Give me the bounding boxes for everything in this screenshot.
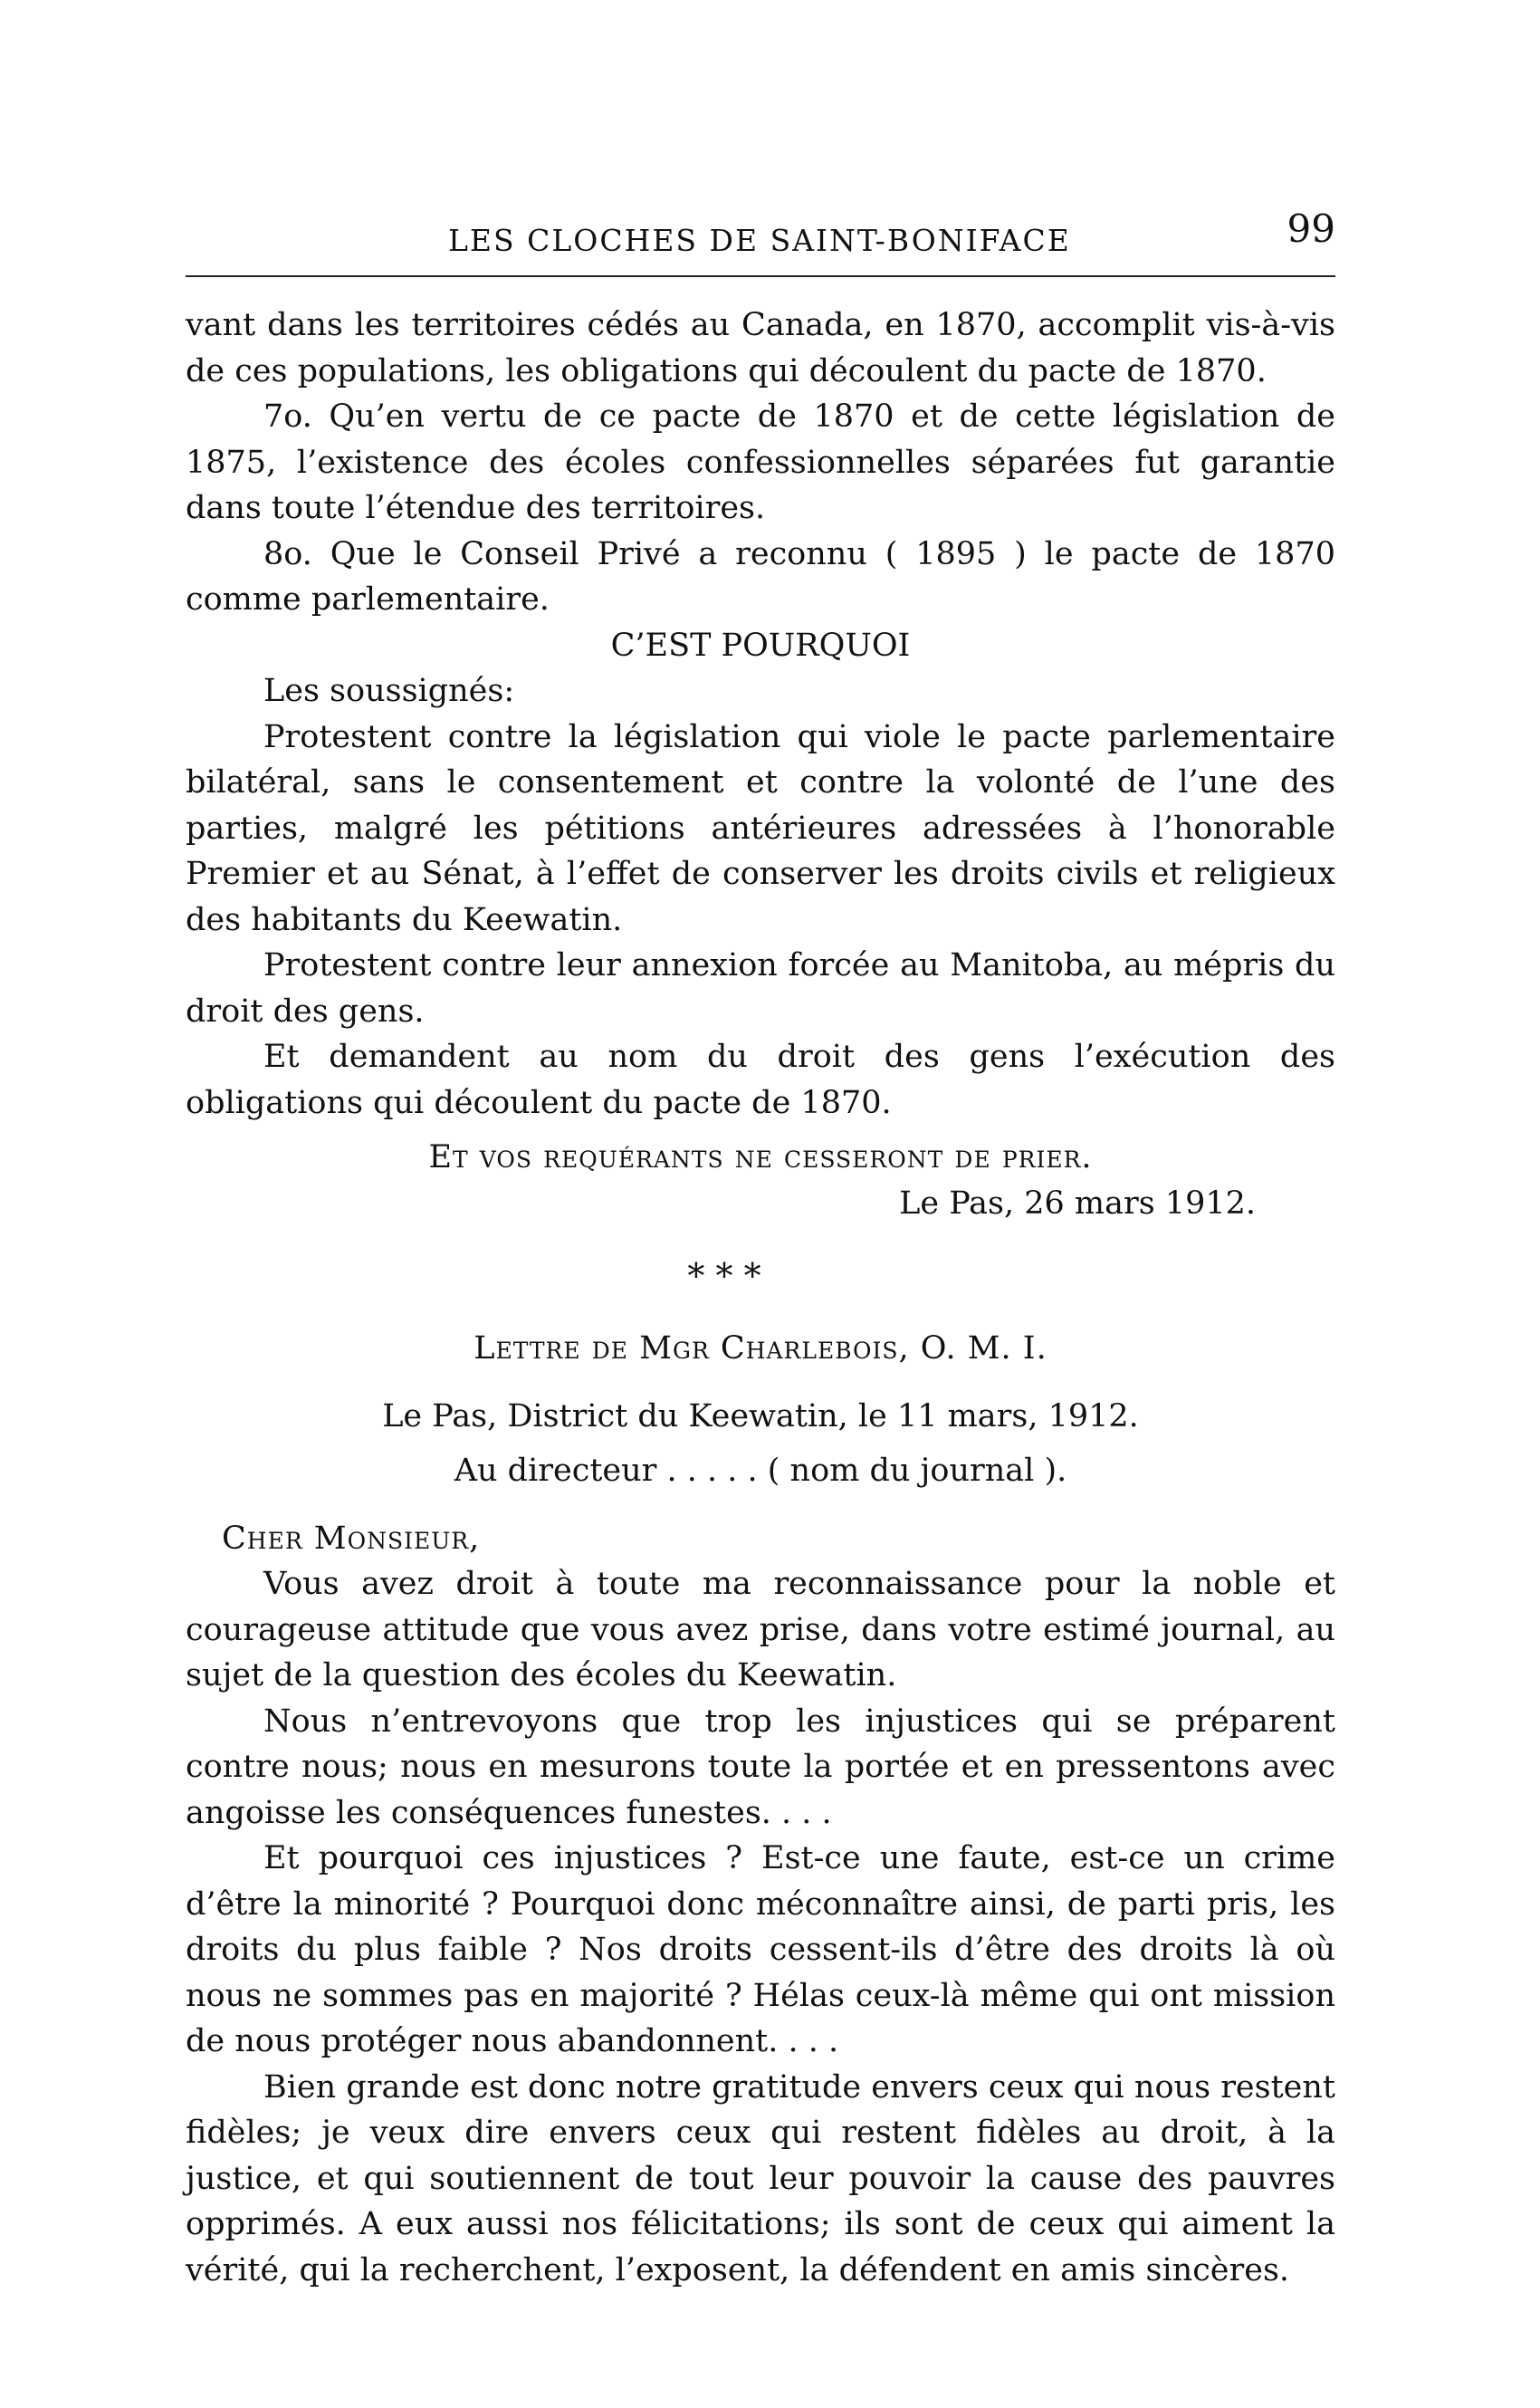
petition-paragraph-1: vant dans les territoires cédés au Canada, en 1870, accomplit vis-à-vis de ces populations, les obligations qui découlent du pacte de 1870. [186,307,1335,389]
petition-paragraph-demand: Et demandent au nom du droit des gens l’exécution des obligations qui découlent du pacte de 1870. [186,1039,1335,1121]
letter-addressee: Au directeur . . . . . ( nom du journal ). [454,1453,1067,1489]
letter-paragraph-2: Nous n’entrevoyons que trop les injustices qui se préparent contre nous; nous en mesurons toute la portée et en pressentons avec angoisse les conséquences funestes. . . . [186,1703,1335,1831]
letter-salutation: Cher Monsieur, [222,1520,481,1557]
section-separator: * * * [687,1256,761,1296]
page-header [186,206,1335,270]
letter-dateline: Le Pas, District du Keewatin, le 11 mars, 1912. [382,1397,1139,1434]
petition-signatories: Les soussignés: [263,673,515,709]
running-title: LES CLOCHES DE SAINT-BONIFACE [448,223,1071,258]
petition-paragraph-protest-2: Protestent contre leur annexion forcée au Manitoba, au mépris du droit des gens. [186,947,1335,1030]
letter-paragraph-3: Et pourquoi ces injustices ? Est-ce une faute, est-ce un crime d’être la minorité ? Pourquoi donc méconnaître ainsi, de parti pris, les droits du plus faible ? Nos droits cessent-ils d’être des droits là où nous ne sommes pas en majorité ? Hélas ceux-là même qui ont mission de nous protéger nous abandonnent. . . . [186,1840,1335,2059]
petition-paragraph-protest-1: Protestent contre la législation qui viole le pacte parlementaire bilatéral, sans le consentement et contre la volonté de l’une des parties, malgré les pétitions antérieures adressées à l’honorable Premier et au Sénat, à l’effet de conserver les droits civils et religieux des habitants du Keewatin. [186,718,1335,938]
letter-paragraph-1: Vous avez droit à toute ma reconnaissance pour la noble et courageuse attitude que vous avez prise, dans votre estimé journal, au sujet de la question des écoles du Keewatin. [186,1566,1335,1693]
page-body [186,302,1335,2293]
header-rule [186,275,1335,277]
petition-place-date: Le Pas, 26 mars 1912. [899,1185,1256,1222]
letter-title: Lettre de Mgr Charlebois, O. M. I. [473,1330,1047,1367]
petition-paragraph-3: 8o. Que le Conseil Privé a reconnu ( 1895 ) le pacte de 1870 comme parlementaire. [186,535,1335,618]
petition-paragraph-2: 7o. Qu’en vertu de ce pacte de 1870 et de cette législation de 1875, l’existence des écoles confessionnelles séparées fut garantie dans toute l’étendue des territoires. [186,398,1335,526]
petition-closing: Et vos requérants ne cesseront de prier. [428,1139,1093,1175]
letter-paragraph-4: Bien grande est donc notre gratitude envers ceux qui nous restent fidèles; je veux dire envers ceux qui restent fidèles au droit, à la justice, et qui soutiennent de tout leur pouvoir la cause des pauvres opprimés. A eux aussi nos félicitations; ils sont de ceux qui aiment la vérité, qui la recherchent, l’exposent, la défendent en amis sincères. [186,2068,1335,2288]
petition-heading: C’EST POURQUOI [610,627,911,664]
page-number: 99 [1287,206,1335,251]
